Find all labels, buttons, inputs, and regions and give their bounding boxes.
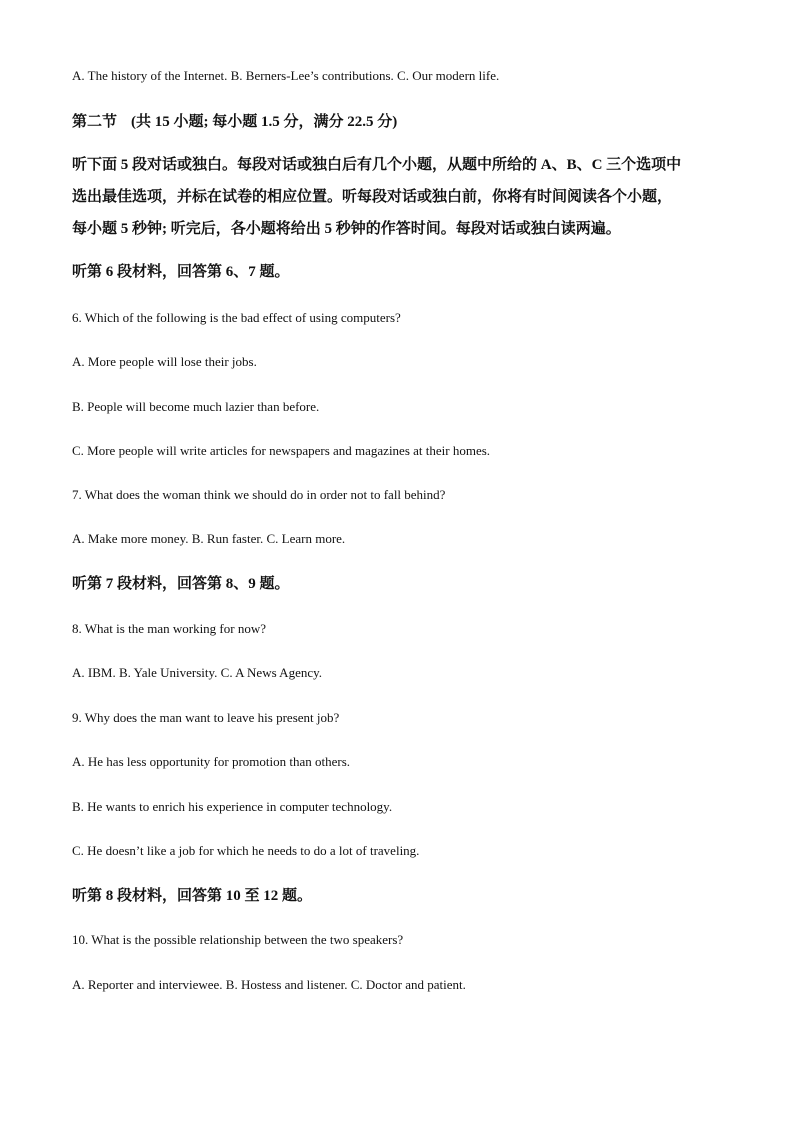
question-9-option-c: C. He doesn’t like a job for which he needs to do a lot of traveling. [72,843,420,858]
question-6-option-a: A. More people will lose their jobs. [72,354,257,369]
question-9-option-a: A. He has less opportunity for promotion than others. [72,754,351,769]
question-8: 8. What is the man working for now? [72,621,266,636]
question-10-options: A. Reporter and interviewee. B. Hostess and listener. C. Doctor and patient. [72,977,466,992]
section-title-name: 第二节 [72,114,118,130]
question-6: 6. Which of the following is the bad effect of using computers? [72,310,401,325]
question-9-option-b: B. He wants to enrich his experience in computer technology. [72,799,393,814]
material-8-heading: 听第 8 段材料，回答第 10 至 12 题。 [72,888,313,904]
question-6-option-b: B. People will become much lazier than before. [72,399,320,414]
question-7-options: A. Make more money. B. Run faster. C. Learn more. [72,531,346,546]
question-7: 7. What does the woman think we should do in order not to fall behind? [72,487,446,502]
question-8-options: A. IBM. B. Yale University. C. A News Agency. [72,665,323,680]
section-title [72,112,734,132]
question-6-option-c: C. More people will write articles for newspapers and magazines at their homes. [72,443,491,458]
question-9: 9. Why does the man want to leave his present job? [72,710,340,725]
instructions-line-1: 听下面 5 段对话或独白。每段对话或独白后有几个小题，从题中所给的 A、B、C 三个选项中 [72,157,682,173]
material-7-heading: 听第 7 段材料，回答第 8、9 题。 [72,576,290,592]
section-title-scoring: (共 15 小题; 每小题 1.5 分，满分 22.5 分) [131,114,398,130]
instructions-line-2: 选出最佳选项，并标在试卷的相应位置。听每段对话或独白前，你将有时间阅读各个小题， [72,189,673,205]
material-6-heading: 听第 6 段材料，回答第 6、7 题。 [72,264,290,280]
question-10: 10. What is the possible relationship between the two speakers? [72,932,404,947]
instructions-line-3: 每小题 5 秒钟; 听完后，各小题将给出 5 秒钟的作答时间。每段对话或独白读两遍。 [72,221,621,237]
q5-options: A. The history of the Internet. B. Berners-Lee’s contributions. C. Our modern life. [72,68,500,83]
